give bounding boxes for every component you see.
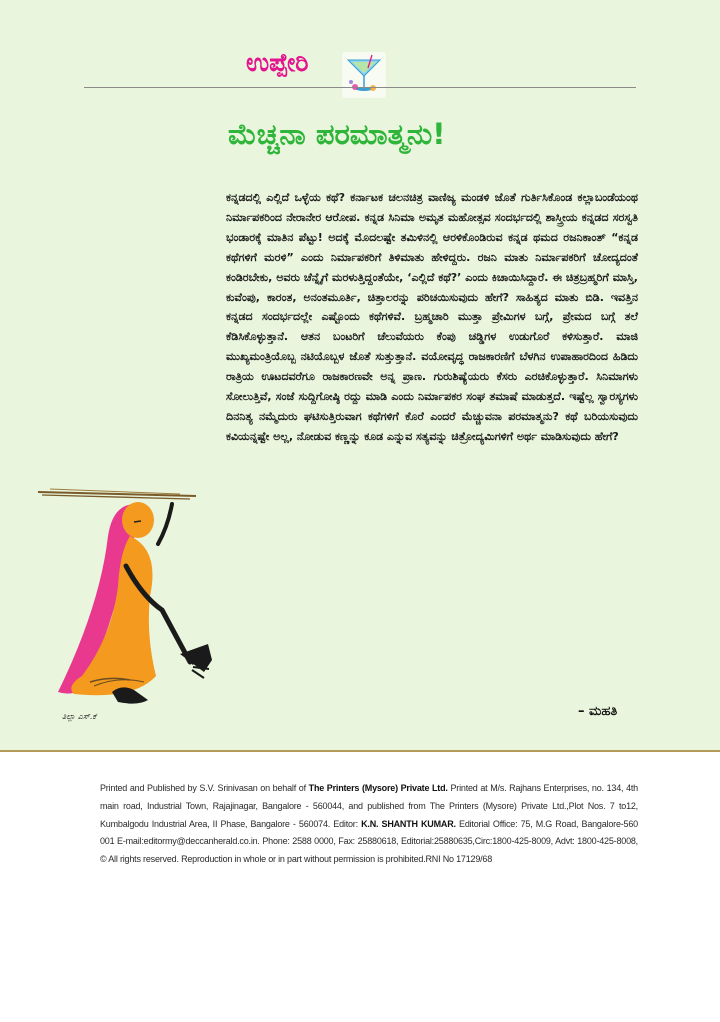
woman-with-broom-illustration bbox=[30, 486, 226, 726]
imprint-published-by: Printed and Published by S.V. Srinivasan on behalf of bbox=[100, 783, 306, 793]
imprint-block bbox=[100, 780, 638, 869]
imprint-editorial-office: Editorial Office: 75, M.G Road, Bangalore-560 001 E-mail:editormy@deccanherald.co.in. Phone: 2588 0000, Fax: 25880618, Editorial:25880635,Circ:1800-425-8009, Advt: 1800-425-8008, © All rights reserved. Reproduction in whole or in part without permission is prohibited.RNI No 17129/68 bbox=[100, 818, 638, 865]
imprint-editor-label: Editor: bbox=[333, 818, 358, 829]
imprint-editor-name: K.N. SHANTH KUMAR. bbox=[361, 818, 456, 829]
author-signature: – ಮಹತಿ bbox=[578, 704, 618, 719]
artist-signature: ತಿಲ್ಲಾ ಎಸ್.ಕೆ bbox=[62, 712, 97, 721]
panel-bottom-rule bbox=[0, 750, 720, 752]
section-label: ಉಪ್ಪೇರಿ bbox=[246, 48, 309, 77]
imprint-printed-at: Printed at M/s. Rajhans Enterprises, no. 134, 4th main road, Industrial Town, Rajajinagar, Bangalore - 560044, and published from The Printers (Mysore) Private Ltd.,Plot Nos. 7 to12, Kumbalgodu Industrial Area, II Phase, Bangalore - 560074. bbox=[100, 783, 638, 829]
article-body: ಕನ್ನಡದಲ್ಲಿ ಎಲ್ಲಿದೆ ಒಳ್ಳೆಯ ಕಥೆ? ಕರ್ನಾಟಕ ಚಲನಚಿತ್ರ ವಾಣಿಜ್ಯ ಮಂಡಳಿ ಜೊತೆ ಗುರ್ತಿಸಿಕೊಂಡ ಕಲ್ಲಾಬಂಡೆಯಂಥ ನಿರ್ಮಾಪಕರಿಂದ ನೇರಾನೇರ ಆರೋಪ. ಕನ್ನಡ ಸಿನಿಮಾ ಅಮೃತ ಮಹೋತ್ಸವ ಸಂದರ್ಭದಲ್ಲಿ ಶಾಸ್ತ್ರೀಯ ಕನ್ನಡದ ಸರಸ್ವತಿ ಭಂಡಾರಕ್ಕೆ ಮಾತಿನ ಪೆಟ್ಟು! ಅದಕ್ಕೆ ಮೊದಲಷ್ಟೇ ತಮಿಳಿನಲ್ಲಿ ಆರಳಿಕೊಂಡಿರುವ ಕನ್ನಡ ಥಮದ ರಜನಿಕಾಂತ್ “ಕನ್ನಡ ಕಥೆಗಳಿಗೆ ಮರಳಿ” ಎಂದು ನಿರ್ಮಾಪಕರಿಗೆ ತಿಳಿಮಾತು ಹೇಳಿದ್ದರು. ರಜನಿ ಮಾತು ನಿರ್ಮಾಪಕರಿಗೆ ಚೋದ್ಯದಂತೆ ಕಂಡಿರಬೇಕು, ಅವರು ಚೆನ್ನೈಗೆ ಮರಳುತ್ತಿದ್ದಂತೆಯೇ, ‘ಎಲ್ಲಿದೆ ಕಥೆ?’ ಎಂದು ಕಿಚಾಯಿಸಿದ್ದಾರೆ. ಈ ಚಿತ್ರಬ್ರಹ್ಮರಿಗೆ ಮಾಸ್ತಿ, ಕುವೆಂಪು, ಕಾರಂತ, ಅನಂತಮೂರ್ತಿ, ಚಿತ್ತಾಲರನ್ನು ಪರಿಚಯಿಸುವುದು ಹೇಗೆ? ಸಾಹಿತ್ಯದ ಮಾತು ಬಿಡಿ. ಇವತ್ತಿನ ಕನ್ನಡದ ಸಂದರ್ಭದಲ್ಲೇ ಎಷ್ಟೊಂದು ಕಥೆಗಳಿವೆ. ಬ್ರಹ್ಮಚಾರಿ ಮುತ್ತಾ ಪ್ರೇಮಿಗಳ ಬಗ್ಗೆ, ಪ್ರೇಮದ ಬಗ್ಗೆ ತಲೆ ಕೆಡಿಸಿಕೊಳ್ಳುತ್ತಾನೆ. ಆತನ ಬಂಟರಿಗೆ ಚೆಲುವೆಯರು ಕೆಂಪು ಚಡ್ಡಿಗಳ ಉಡುಗೊರೆ ಕಳಿಸುತ್ತಾರೆ. ಮಾಜಿ ಮುಖ್ಯಮಂತ್ರಿಯೊಬ್ಬ ನಟಿಯೊಬ್ಬಳ ಜೊತೆ ಸುತ್ತುತ್ತಾನೆ. ವಯೋವೃದ್ಧ ರಾಜಕಾರಣಿಗೆ ಬೆಳಗಿನ ಉಪಾಹಾರದಿಂದ ಹಿಡಿದು ರಾತ್ರಿಯ ಊಟದವರೆಗೂ ರಾಜಕಾರಣವೇ ಅನ್ನ ಪ್ರಾಣ. ಗುರುಶಿಷ್ಯೆಯರು ಕೆಸರು ಎರಚಿಕೊಳ್ಳುತ್ತಾರೆ. ಸಿನಿಮಾಗಳು ಸೋಲುತ್ತಿವೆ, ಸಂಜೆ ಸುದ್ದಿಗೋಷ್ಠಿ ರದ್ದು ಮಾಡಿ ಎಂದು ನಿರ್ಮಾಪಕರ ಸಂಘ ತಮಾಷೆ ಮಾಡುತ್ತದೆ. ಇಷ್ಟೆಲ್ಲ ಸ್ವಾರಸ್ಯಗಳು ದಿನನಿತ್ಯ ನಮ್ಮೆದುರು ಘಟಿಸುತ್ತಿರುವಾಗ ಕಥೆಗಳಿಗೆ ಕೊರೆ ಎಂದರೆ ಮೆಚ್ಚುವನಾ ಪರಮಾತ್ಮನು? ಕಥೆ ಬರಿಯಸುವುದು ಕವಿಯನ್ನಷ್ಟೇ ಅಲ್ಲ, ನೋಡುವ ಕಣ್ಣನ್ನು ಕೂಡ ಎನ್ನುವ ಸತ್ಯವನ್ನು ಚಿತ್ರೋದ್ಯಮಿಗಳಿಗೆ ಅರ್ಥ ಮಾಡಿಸುವುದು ಹೇಗೆ? bbox=[226, 191, 638, 443]
imprint-company: The Printers (Mysore) Private Ltd. bbox=[308, 783, 448, 793]
article-title: ಮೆಚ್ಚನಾ ಪರಮಾತ್ಮನು! bbox=[228, 117, 446, 151]
cocktail-glass-icon bbox=[342, 52, 386, 98]
header-rule bbox=[84, 87, 636, 88]
